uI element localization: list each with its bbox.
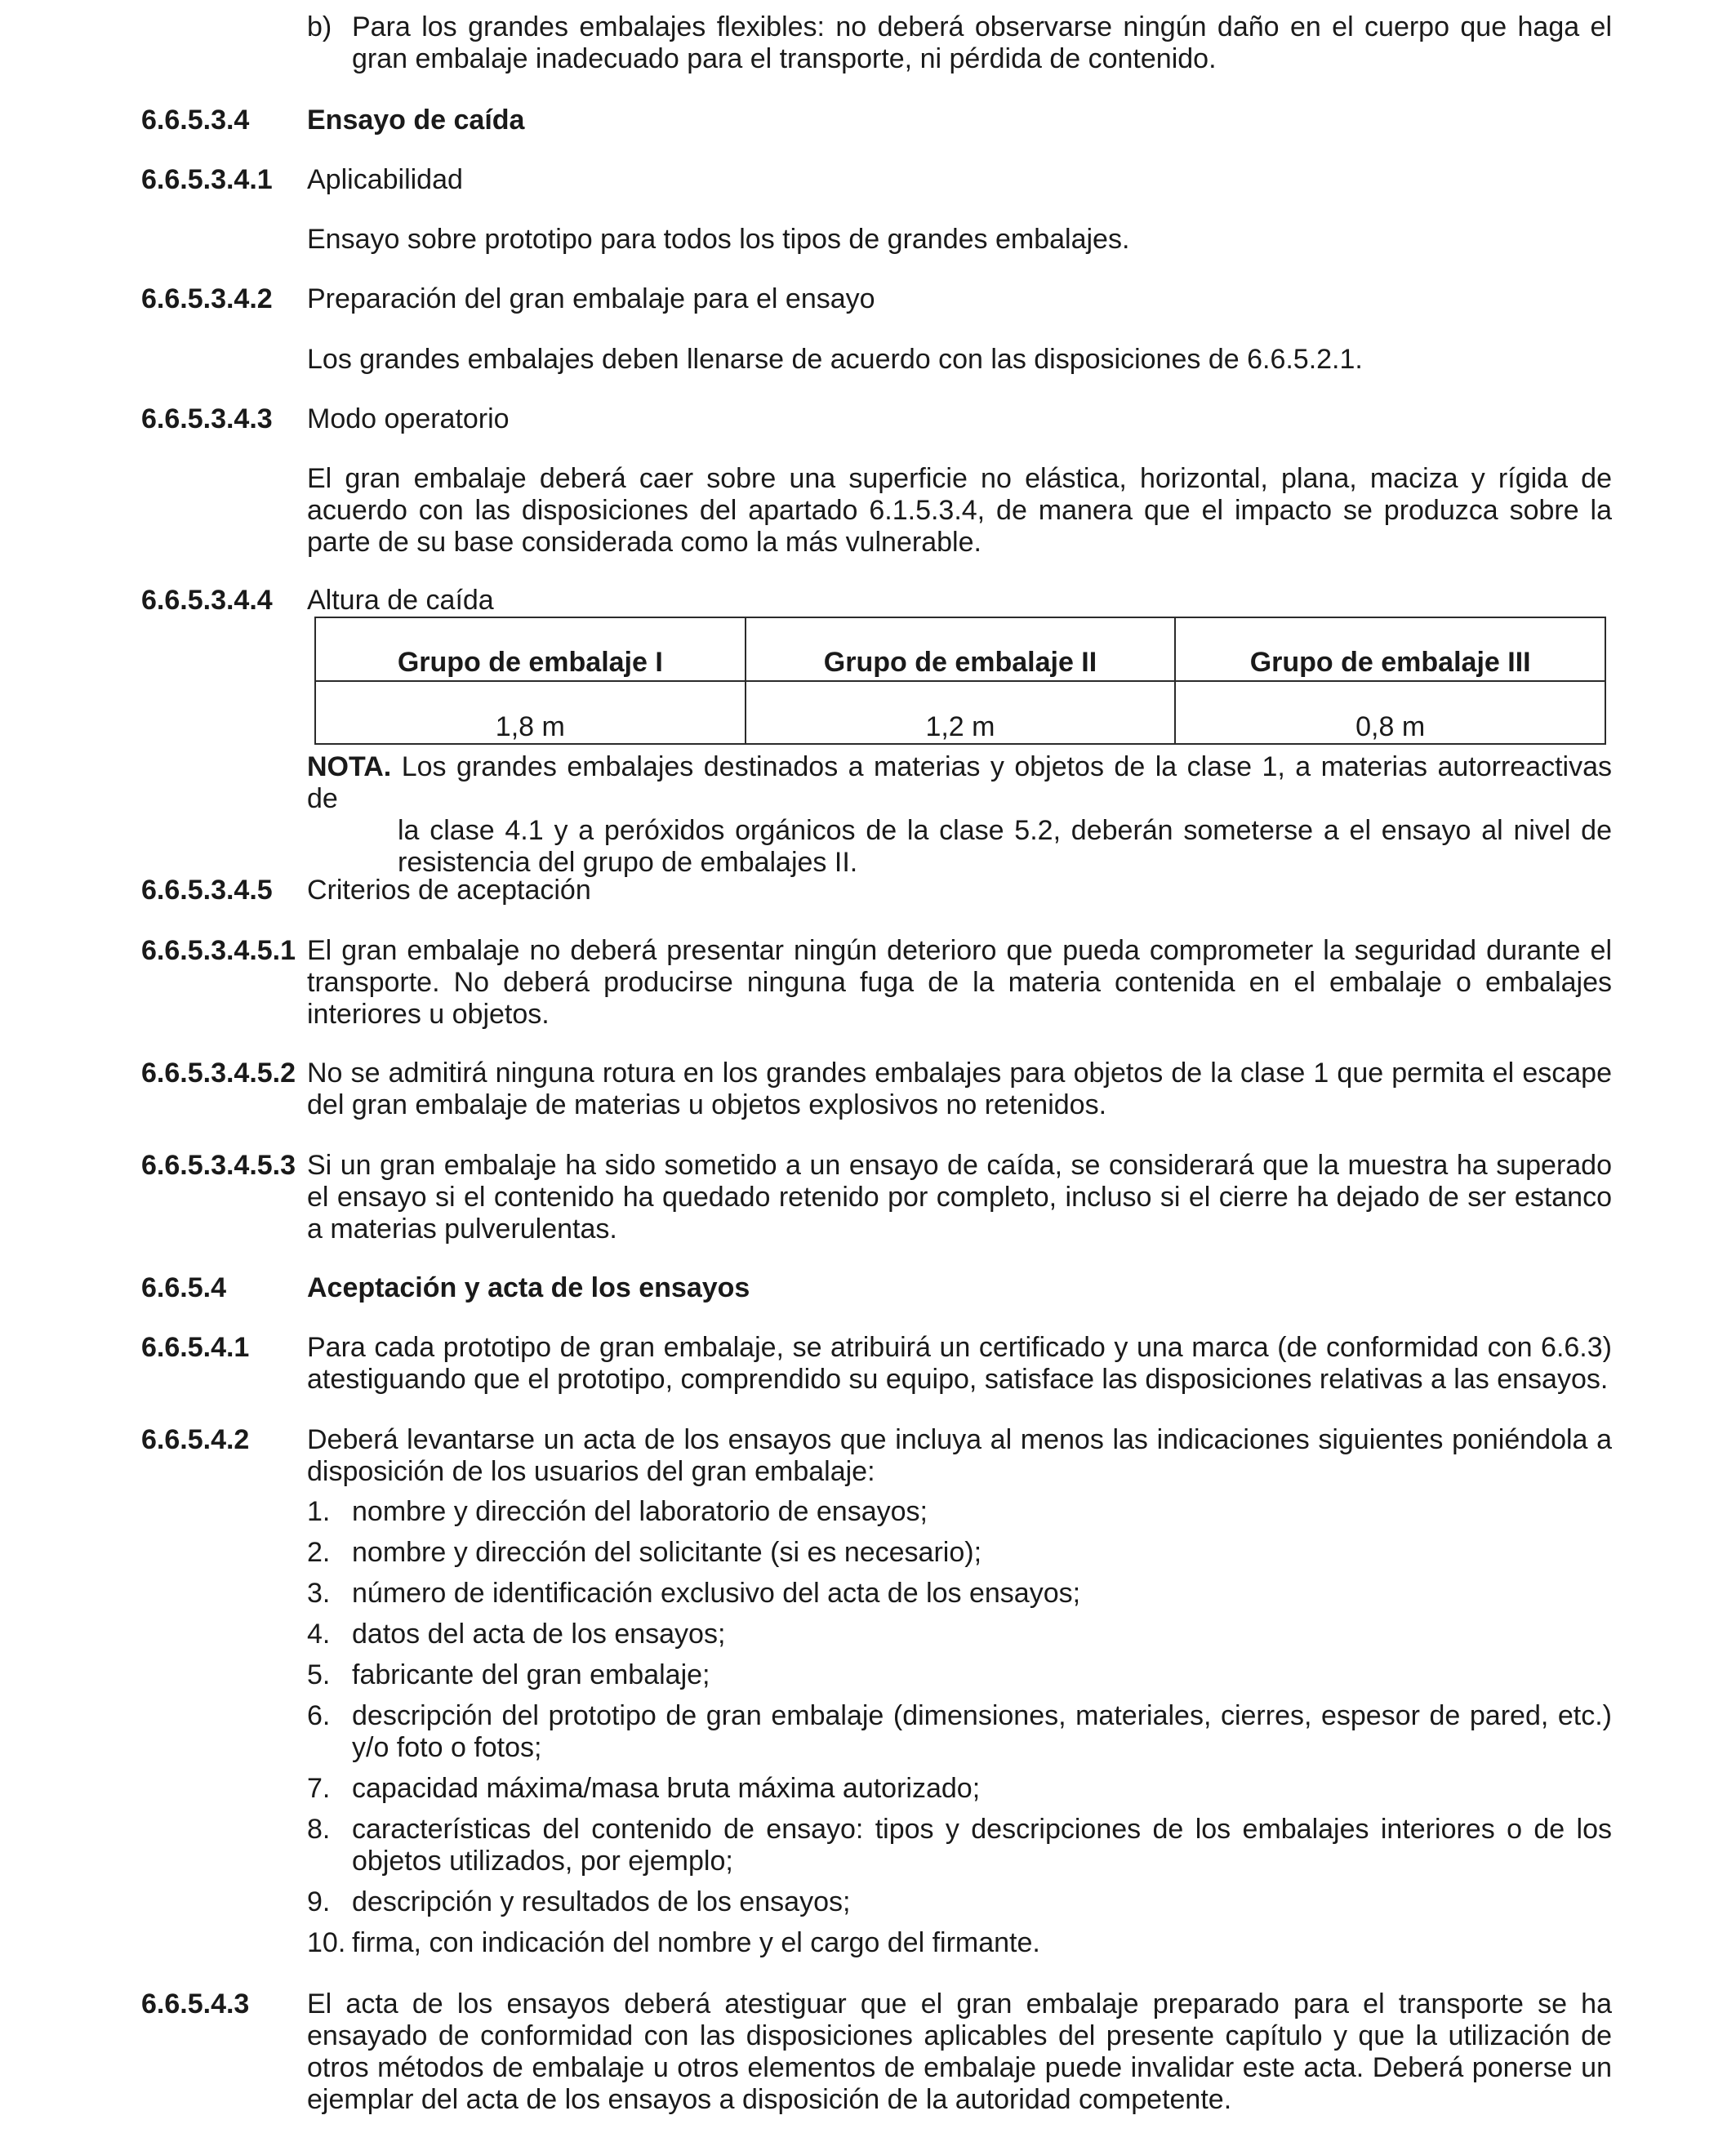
section-number: 6.6.5.3.4.5.3 <box>141 1150 296 1181</box>
table-cell: 1,8 m <box>315 681 746 744</box>
section-heading: Aceptación y acta de los ensayos <box>307 1272 750 1303</box>
section-number: 6.6.5.3.4.1 <box>141 164 273 195</box>
section-number: 6.6.5.3.4 <box>141 105 250 136</box>
table-row <box>315 681 1605 744</box>
list-item <box>307 1619 1612 1650</box>
note-text: Los grandes embalajes destinados a materias y objetos de la clase 1, a materias autorreactivas de <box>307 751 1612 814</box>
list-item-text: fabricante del gran embalaje; <box>352 1659 710 1690</box>
list-item-b <box>307 11 1612 75</box>
note-continuation: la clase 4.1 y a peróxidos orgánicos de la clase 5.2, deberán someterse a el ensayo al nivel de resistencia del grupo de embalajes II. <box>398 815 1612 878</box>
section-number: 6.6.5.3.4.5.2 <box>141 1058 296 1089</box>
paragraph: Para cada prototipo de gran embalaje, se atribuirá un certificado y una marca (de conformidad con 6.6.3) atestiguando que el prototipo, comprendido su equipo, satisface las disposiciones relativas a las ensayos. <box>307 1332 1612 1395</box>
list-marker: 2. <box>307 1537 331 1568</box>
note <box>307 751 1612 879</box>
section-number: 6.6.5.4.2 <box>141 1424 250 1455</box>
note-first-line <box>307 751 1612 815</box>
section-number: 6.6.5.3.4.5.1 <box>141 935 296 966</box>
list-marker: 9. <box>307 1886 331 1917</box>
section-number: 6.6.5.3.4.2 <box>141 283 273 314</box>
section-number: 6.6.5.3.4.3 <box>141 403 273 434</box>
list-marker: 7. <box>307 1773 331 1804</box>
list-marker: 4. <box>307 1619 331 1650</box>
paragraph: Los grandes embalajes deben llenarse de acuerdo con las disposiciones de 6.6.5.2.1. <box>307 344 1363 375</box>
list-marker: 6. <box>307 1700 331 1731</box>
list-marker: 10. <box>307 1927 346 1958</box>
list-marker: 3. <box>307 1578 331 1609</box>
paragraph: Deberá levantarse un acta de los ensayos que incluya al menos las indicaciones siguientes poniéndola a disposición de los usuarios del gran embalaje: <box>307 1424 1612 1487</box>
list-item-text: descripción y resultados de los ensayos; <box>352 1886 851 1917</box>
list-item <box>307 1496 1612 1528</box>
paragraph: El acta de los ensayos deberá atestiguar que el gran embalaje preparado para el transporte se ha ensayado de conformidad con las disposiciones aplicables del presente capítulo y que la utilización de otros métodos de embalaje u otros elementos de embalaje puede invalidar este acta. Deberá ponerse un ejemplar del acta de los ensayos a disposición de la autoridad competente. <box>307 1988 1612 2115</box>
section-title: Altura de caída <box>307 585 494 616</box>
table-cell: 1,2 m <box>746 681 1176 744</box>
list-item <box>307 1927 1612 1959</box>
list-marker: 5. <box>307 1659 331 1690</box>
paragraph: El gran embalaje no deberá presentar ningún deterioro que pueda comprometer la seguridad durante el transporte. No deberá producirse ninguna fuga de la materia contenida en el embalaje o embalajes interiores u objetos. <box>307 935 1612 1030</box>
list-item-text: Para los grandes embalajes flexibles: no deberá observarse ningún daño en el cuerpo que haga el gran embalaje inadecuado para el transporte, ni pérdida de contenido. <box>352 11 1612 74</box>
list-item <box>307 1773 1612 1805</box>
list-item <box>307 1700 1612 1764</box>
list-item <box>307 1659 1612 1691</box>
list-item-text: datos del acta de los ensayos; <box>352 1619 726 1650</box>
table-header-row <box>315 617 1605 681</box>
list-marker: b) <box>307 11 332 42</box>
section-number: 6.6.5.3.4.4 <box>141 585 273 616</box>
section-title: Modo operatorio <box>307 403 510 434</box>
list-item-text: nombre y dirección del solicitante (si es necesario); <box>352 1537 982 1568</box>
section-title: Criterios de aceptación <box>307 875 591 906</box>
list-item-text: características del contenido de ensayo: tipos y descripciones de los embalajes interiores o de los objetos utilizados, por ejemplo; <box>352 1814 1612 1877</box>
list-item <box>307 1578 1612 1610</box>
list-item-text: capacidad máxima/masa bruta máxima autorizado; <box>352 1773 981 1804</box>
list-item-text: firma, con indicación del nombre y el cargo del firmante. <box>352 1927 1040 1958</box>
table-header-cell: Grupo de embalaje III <box>1175 617 1605 681</box>
list-marker: 8. <box>307 1814 331 1845</box>
list-item-text: descripción del prototipo de gran embalaje (dimensiones, materiales, cierres, espesor de pared, etc.) y/o foto o fotos; <box>352 1700 1612 1763</box>
table-cell: 0,8 m <box>1175 681 1605 744</box>
section-number: 6.6.5.4 <box>141 1272 226 1303</box>
list-item <box>307 1537 1612 1569</box>
paragraph: Si un gran embalaje ha sido sometido a un ensayo de caída, se considerará que la muestra ha superado el ensayo si el contenido ha quedado retenido por completo, incluso si el cierre ha dejado de ser estanco a materias pulverulentas. <box>307 1150 1612 1245</box>
note-label: NOTA. <box>307 751 392 782</box>
paragraph: No se admitirá ninguna rotura en los grandes embalajes para objetos de la clase 1 que permita el escape del gran embalaje de materias u objetos explosivos no retenidos. <box>307 1058 1612 1120</box>
table-header-cell: Grupo de embalaje II <box>746 617 1176 681</box>
section-number: 6.6.5.4.1 <box>141 1332 250 1363</box>
section-title: Aplicabilidad <box>307 164 463 195</box>
drop-height-table <box>314 617 1606 745</box>
list-item-text: nombre y dirección del laboratorio de ensayos; <box>352 1496 928 1527</box>
table-header-cell: Grupo de embalaje I <box>315 617 746 681</box>
section-heading: Ensayo de caída <box>307 105 525 136</box>
list-item <box>307 1886 1612 1918</box>
section-number: 6.6.5.4.3 <box>141 1988 250 2020</box>
section-number: 6.6.5.3.4.5 <box>141 875 273 906</box>
list-item <box>307 1814 1612 1877</box>
paragraph: Ensayo sobre prototipo para todos los tipos de grandes embalajes. <box>307 224 1130 255</box>
section-title: Preparación del gran embalaje para el ensayo <box>307 283 875 314</box>
paragraph: El gran embalaje deberá caer sobre una superficie no elástica, horizontal, plana, maciza y rígida de acuerdo con las disposiciones del apartado 6.1.5.3.4, de manera que el impacto se produzca sobre la parte de su base considerada como la más vulnerable. <box>307 463 1612 558</box>
list-marker: 1. <box>307 1496 331 1527</box>
list-item-text: número de identificación exclusivo del acta de los ensayos; <box>352 1578 1081 1609</box>
